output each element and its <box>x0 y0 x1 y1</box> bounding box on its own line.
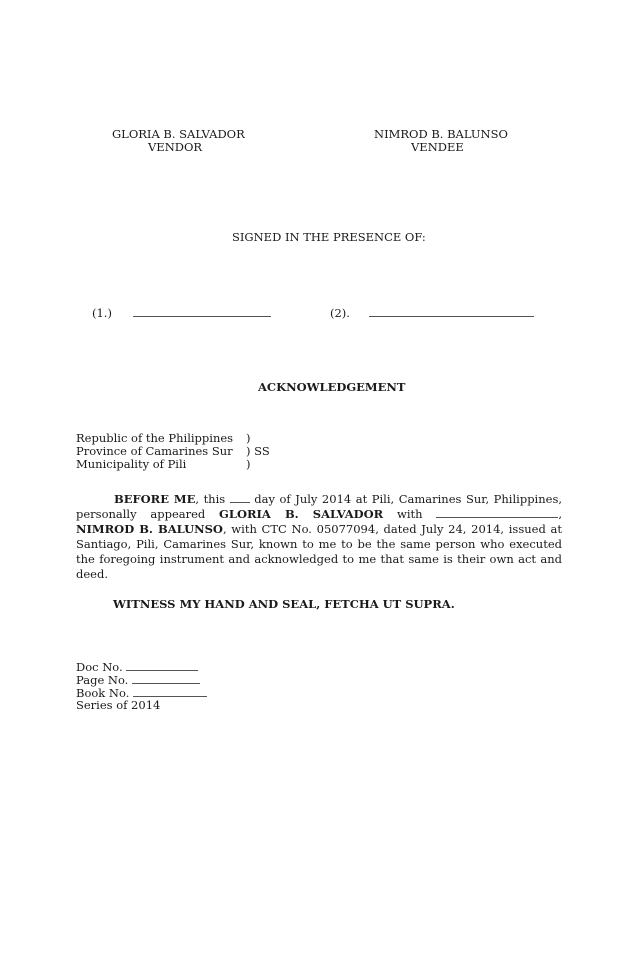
venue-mark: ) <box>246 457 251 471</box>
witness-1-signature-line <box>133 306 271 320</box>
id-blank <box>436 507 558 518</box>
doc-blank <box>126 660 198 671</box>
acknowledgement-title: ACKNOWLEDGEMENT <box>258 380 406 394</box>
vendor-name-inline: GLORIA B. SALVADOR <box>219 507 384 521</box>
venue-place: Province of Camarines Sur <box>76 444 233 458</box>
witness-heading: SIGNED IN THE PRESENCE OF: <box>232 230 426 244</box>
registry-book: Book No. <box>76 686 207 700</box>
venue-place: Municipality of Pili <box>76 457 187 471</box>
venue-place: Republic of the Philippines <box>76 431 234 445</box>
registry-doc: Doc No. <box>76 660 198 674</box>
registry-page: Page No. <box>76 673 200 687</box>
venue-mark: ) <box>246 431 251 445</box>
venue-mark: ) SS <box>246 444 270 458</box>
witness-1-label: (1.) <box>92 306 112 320</box>
vendor-name: GLORIA B. SALVADOR <box>112 127 245 141</box>
venue-row <box>76 458 251 471</box>
page-blank <box>132 673 200 684</box>
vendor-role: VENDOR <box>148 140 203 154</box>
before-me: BEFORE ME <box>114 492 196 506</box>
acknowledgement-body: BEFORE ME, this day of July 2014 at Pili, Camarines Sur, Philippines, personally appeared GLORIA B. SALVADOR with , NIMROD B. BALUNSO, with CTC No. 05077094, dated July 24, 2014, issued at Santiago, Pili, Camarines Sur, known to me to be the same person who executed the foregoing instrument and acknowledged to me that same is their own act and deed. <box>76 492 563 581</box>
vendee-name-inline: NIMROD B. BALUNSO <box>76 522 223 536</box>
day-blank <box>230 492 250 503</box>
witness-hand-seal: WITNESS MY HAND AND SEAL, FETCHA UT SUPRA. <box>113 597 455 611</box>
book-blank <box>133 686 207 697</box>
registry-series: Series of 2014 <box>76 698 161 712</box>
vendee-name: NIMROD B. BALUNSO <box>374 127 508 141</box>
vendee-role: VENDEE <box>411 140 464 154</box>
witness-2-label: (2). <box>330 306 350 320</box>
witness-2-signature-line <box>369 306 534 320</box>
